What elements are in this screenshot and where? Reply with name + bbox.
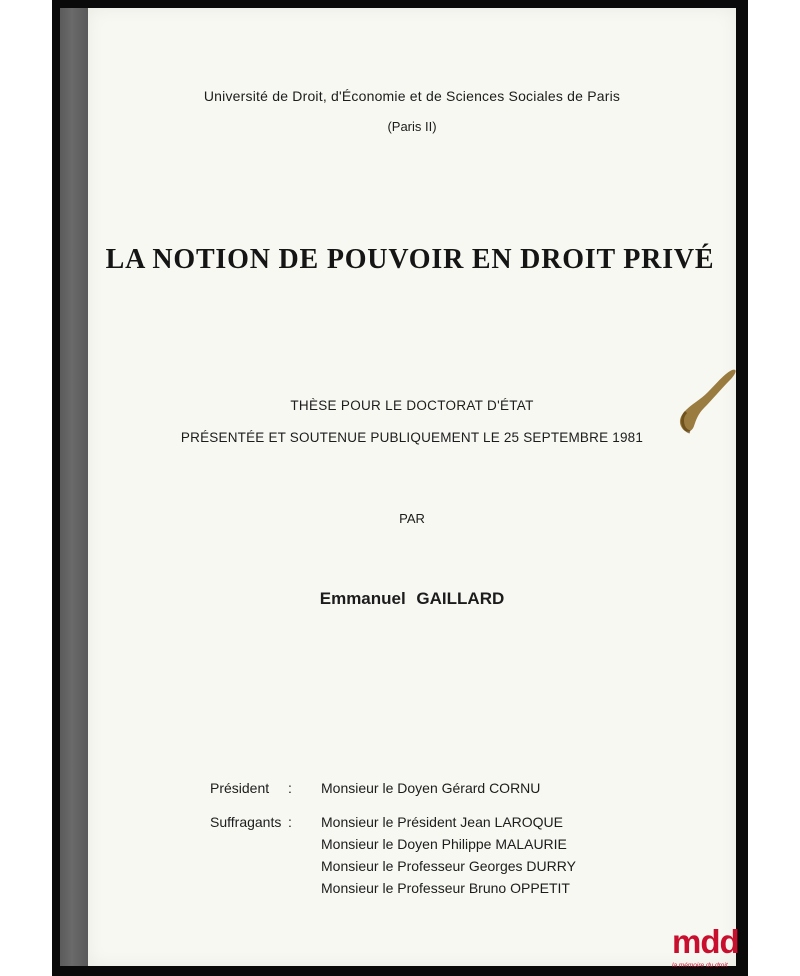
thesis-title: LA NOTION DE POUVOIR EN DROIT PRIVÉ bbox=[105, 244, 715, 275]
jury-member: Monsieur le Professeur Bruno OPPETIT bbox=[321, 880, 570, 896]
separator: : bbox=[288, 780, 292, 796]
author-name: Emmanuel GAILLARD bbox=[319, 589, 505, 608]
jury-member: Monsieur le Doyen Philippe MALAURIE bbox=[321, 836, 567, 852]
university-name: Université de Droit, d'Économie et de Sciences Sociales de Paris bbox=[203, 88, 621, 104]
university-subtitle: (Paris II) bbox=[387, 119, 437, 134]
by-label: PAR bbox=[399, 511, 425, 526]
watermark-logo bbox=[668, 922, 748, 976]
defense-date-line: PRÉSENTÉE ET SOUTENUE PUBLIQUEMENT LE 25 SEPTEMBRE 1981 bbox=[180, 430, 644, 445]
logo-tagline: la mémoire du droit bbox=[672, 962, 728, 969]
jury-member: Monsieur le Président Jean LAROQUE bbox=[321, 814, 563, 830]
suffragants-label: Suffragants bbox=[210, 814, 282, 830]
jury-member: Monsieur le Doyen Gérard CORNU bbox=[321, 780, 541, 796]
jury-member: Monsieur le Professeur Georges DURRY bbox=[321, 858, 576, 874]
separator: : bbox=[288, 814, 292, 830]
book-spine bbox=[60, 8, 90, 966]
thesis-type: THÈSE POUR LE DOCTORAT D'ÉTAT bbox=[290, 398, 534, 413]
president-label: Président bbox=[210, 780, 270, 796]
logo-text: mdd bbox=[672, 923, 739, 960]
